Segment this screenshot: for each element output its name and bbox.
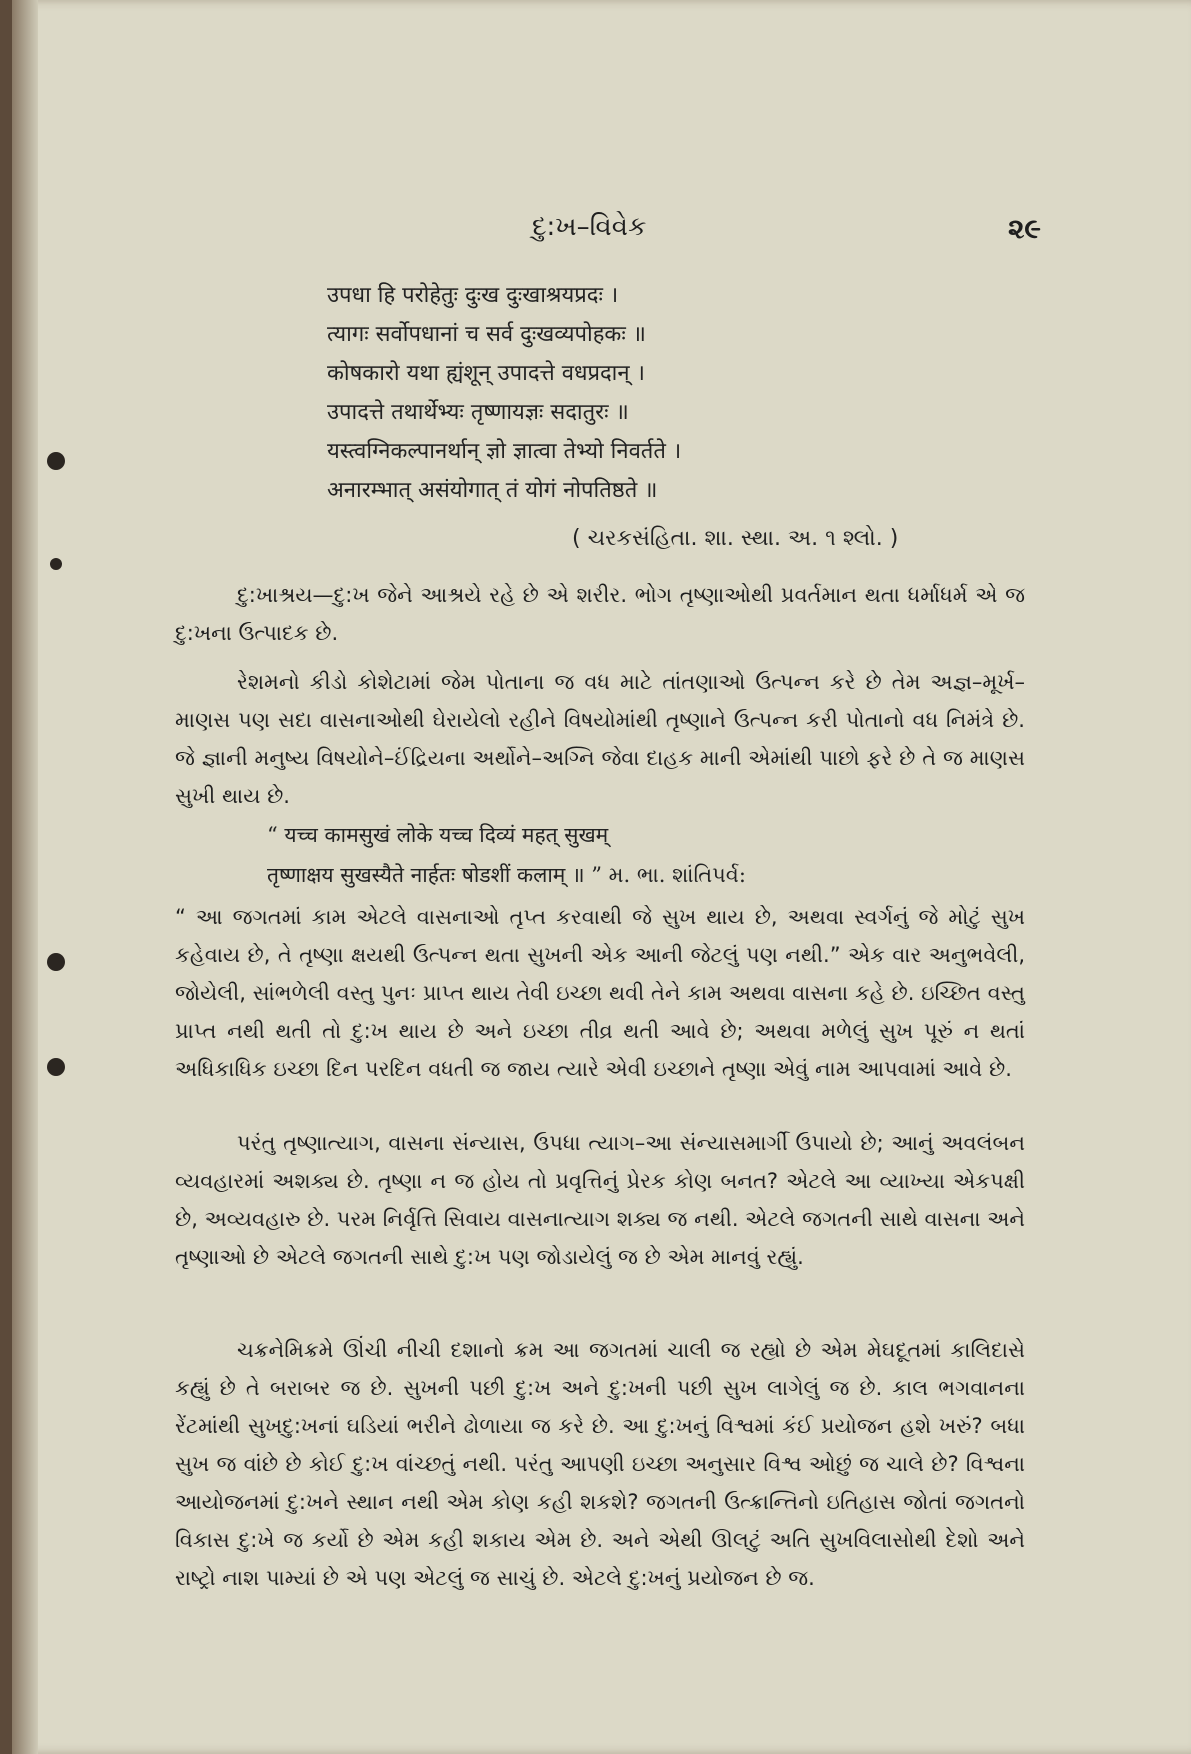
binding-hole bbox=[50, 558, 62, 570]
paragraph-silkworm: રેશમનો કીડો કોશેટામાં જેમ પોતાના જ વધ માટે તાંતણાઓ ઉત્પન્ન કરે છે તેમ અજ્ઞ–મૂર્ખ–માણસ પણ સદા વાસનાઓથી ઘેરાયેલો રહીને વિષયોમાંથી તૃષ્ણાને ઉત્પન્ન કરી પોતાનો વધ નિમંત્રે છે. જે જ્ઞાની મનુષ્ય વિષયોને–ઈંદ્રિયના અર્થોને–અગ્નિ જેવા દાહક માની એમાંથી પાછો ફરે છે તે જ માણસ સુખી થાય છે. bbox=[175, 670, 1025, 808]
book-page bbox=[12, 0, 1191, 1754]
verse-citation: ( ચરકસંહિતા. શા. સ્થા. અ. ૧ શ્લો. ) bbox=[572, 526, 899, 551]
verse-line: त्यागः सर्वोपधानां च सर्व दुःखव्यपोहकः ॥ bbox=[327, 322, 646, 347]
verse-line: अनारम्भात् असंयोगात् तं योगं नोपतिष्ठते ॥ bbox=[327, 478, 658, 503]
paragraph-dukhashray: દુ:ખાશ્રય—દુ:ખ જેને આશ્રયે રહે છે એ શરીર. ભોગ તૃષ્ણાઓથી પ્રવર્તમાન થતા ધર્માધર્મ એ જ દુ:ખના ઉત્પાદક છે. bbox=[175, 583, 1025, 645]
sanskrit-quote bbox=[267, 815, 1047, 895]
page-number: ૨૯ bbox=[1007, 212, 1041, 245]
verse-line: उपादत्ते तथार्थेभ्यः तृष्णायज्ञः सदातुरः ॥ bbox=[327, 400, 629, 425]
sanskrit-verse bbox=[327, 276, 947, 510]
quote-line: तृष्णाक्षय सुखस्यैते नार्हतः षोडशीं कलाम् ॥ ” મ. ભા. શાંતિપર્વ: bbox=[267, 863, 746, 887]
verse-line: कोषकारो यथा ह्यंशून् उपादत्ते वधप्रदान् । bbox=[327, 361, 645, 386]
paragraph-sannyasa: પરંતુ તૃષ્ણાત્યાગ, વાસના સંન્યાસ, ઉપધા ત્યાગ–આ સંન્યાસમાર્ગી ઉપાયો છે; આનું અવલંબન વ્યવહારમાં અશક્ય છે. તૃષ્ણા ન જ હોય તો પ્રવૃત્તિનું પ્રેરક કોણ બનત? એટલે આ વ્યાખ્યા એકપક્ષી છે, અવ્યવહારુ છે. પરમ નિર્વૃત્તિ સિવાય વાસનાત્યાગ શક્ય જ નથી. એટલે જગતની સાથે વાસના અને તૃષ્ણાઓ છે એટલે જગતની સાથે દુ:ખ પણ જોડાયેલું જ છે એમ માનવું રહ્યું. bbox=[175, 1131, 1025, 1269]
binding-hole bbox=[47, 1058, 65, 1076]
binding-hole bbox=[47, 452, 65, 470]
paragraph-chakranemi: ચક્રનેમિક્રમે ઊંચી નીચી દશાનો ક્રમ આ જગતમાં ચાલી જ રહ્યો છે એમ મેઘદૂતમાં કાલિદાસે કહ્યું છે તે બરાબર જ છે. સુખની પછી દુ:ખ અને દુ:ખની પછી સુખ લાગેલું જ છે. કાલ ભગવાનના રેંટમાંથી સુખદુ:ખનાં ઘડિયાં ભરીને ઢોળાયા જ કરે છે. આ દુ:ખનું વિશ્વમાં કંઈ પ્રયોજન હશે ખરું? બધા સુખ જ વાંછે છે કોઈ દુ:ખ વાંચ્છતું નથી. પરંતુ આપણી ઇચ્છા અનુસાર વિશ્વ ઓછું જ ચાલે છે? વિશ્વના આયોજનમાં દુ:ખને સ્થાન નથી એમ કોણ કહી શકશે? જગતની ઉત્ક્રાન્તિનો ઇતિહાસ જોતાં જગતનો વિકાસ દુ:ખે જ કર્યો છે એમ કહી શકાય એમ છે. અને એથી ઊલટું અતિ સુખવિલાસોથી દેશો અને રાષ્ટ્રો નાશ પામ્યાં છે એ પણ એટલું જ સાચું છે. એટલે દુ:ખનું પ્રયોજન છે જ. bbox=[175, 1338, 1025, 1590]
binding-hole bbox=[47, 953, 65, 971]
page-header bbox=[12, 212, 1191, 252]
running-title: દુ:ખ–વિવેક bbox=[532, 212, 647, 242]
verse-line: यस्त्वग्निकल्पानर्थान् ज्ञो ज्ञात्वा तेभ्यो निवर्तते । bbox=[327, 439, 682, 464]
quote-line: “ यच्च कामसुखं लोके यच्च दिव्यं महत् सुखम् bbox=[267, 823, 609, 847]
paragraph-kama-trishna: “ આ જગતમાં કામ એટલે વાસનાઓ તૃપ્ત કરવાથી જે સુખ થાય છે, અથવા સ્વર્ગનું જે મોટું સુખ કહેવાય છે, તે તૃષ્ણા ક્ષયથી ઉત્પન્ન થતા સુખની એક આની જેટલું પણ નથી.” એક વાર અનુભવેલી, જોયેલી, સાંભળેલી વસ્તુ પુનઃ પ્રાપ્ત થાય તેવી ઇચ્છા થવી તેને કામ અથવા વાસના કહે છે. ઇચ્છિત વસ્તુ પ્રાપ્ત નથી થતી તો દુ:ખ થાય છે અને ઇચ્છા તીવ્ર થતી આવે છે; અથવા મળેલું સુખ પૂરું ન થતાં અધિકાધિક ઇચ્છા દિન પરદિન વધતી જ જાય ત્યારે એવી ઇચ્છાને તૃષ્ણા એવું નામ આપવામાં આવે છે. bbox=[175, 905, 1025, 1081]
page-gutter-shadow bbox=[12, 0, 38, 1754]
verse-line: उपधा हि परोहेतुः दुःख दुःखाश्रयप्रदः । bbox=[327, 283, 619, 308]
